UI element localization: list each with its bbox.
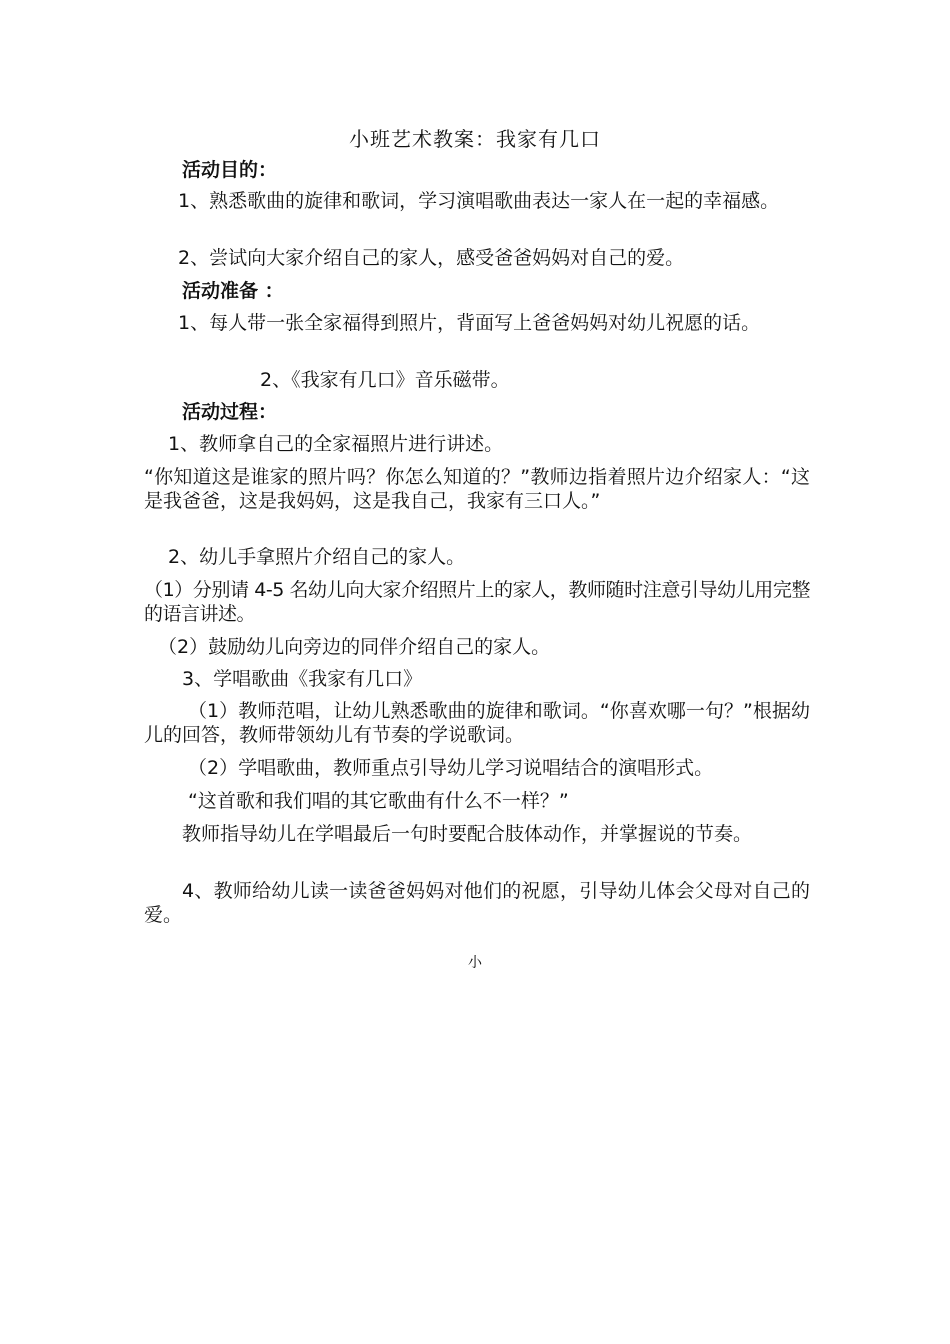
process-substep-3-1: （1）教师范唱，让幼儿熟悉歌曲的旋律和歌词。“你喜欢哪一句？”根据幼儿的回答，教师带领幼儿有节奏的学说歌词。 [144,700,810,746]
goal-item-1: 1、熟悉歌曲的旋律和歌词，学习演唱歌曲表达一家人在一起的幸福感。 [178,190,780,212]
process-step-2: 2、幼儿手拿照片介绍自己的家人。 [168,546,466,568]
prep-item-1: 1、每人带一张全家福得到照片，背面写上爸爸妈妈对幼儿祝愿的话。 [178,312,761,334]
process-dialogue-2: “这首歌和我们唱的其它歌曲有什么不一样？” [188,790,569,812]
process-dialogue-1: “你知道这是谁家的照片吗？你怎么知道的？”教师边指着照片边介绍家人：“这是我爸爸，这是我妈妈，这是我自己，我家有三口人。” [144,466,810,512]
process-step-4: 4、教师给幼儿读一读爸爸妈妈对他们的祝愿，引导幼儿体会父母对自己的爱。 [144,880,810,926]
section-heading-preparation: 活动准备 ： [182,280,284,302]
process-substep-3-2: （2）学唱歌曲，教师重点引导幼儿学习说唱结合的演唱形式。 [188,757,714,779]
goal-item-2: 2、尝试向大家介绍自己的家人，感受爸爸妈妈对自己的爱。 [178,247,685,269]
process-step-3: 3、学唱歌曲《我家有几口》 [182,668,423,690]
process-substep-2-2: （2）鼓励幼儿向旁边的同伴介绍自己的家人。 [158,636,551,658]
process-step-1: 1、教师拿自己的全家福照片进行讲述。 [168,433,504,455]
process-guidance: 教师指导幼儿在学唱最后一句时要配合肢体动作，并掌握说的节奏。 [182,823,753,845]
footer-mark: 小 [468,955,482,971]
process-substep-2-1: （1）分别请 4-5 名幼儿向大家介绍照片上的家人，教师随时注意引导幼儿用完整的语言讲述。 [144,579,810,625]
document-title: 小班艺术教案：我家有几口 [349,127,601,151]
prep-item-2: 2、《我家有几口》音乐磁带。 [260,369,510,391]
section-heading-process: 活动过程： [182,401,278,423]
section-heading-goals: 活动目的： [182,159,278,181]
